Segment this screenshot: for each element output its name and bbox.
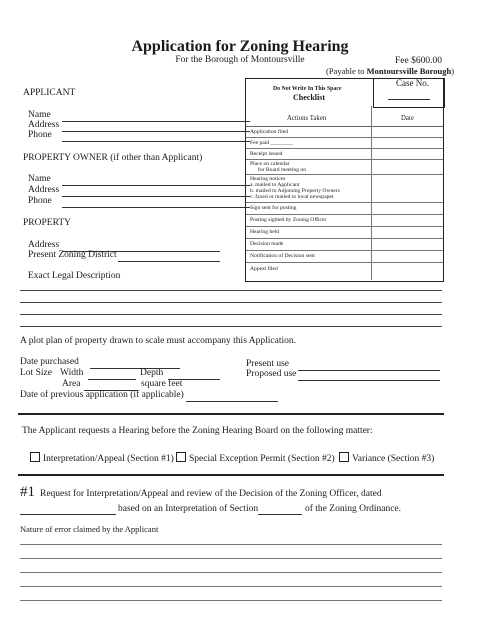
present-use-field[interactable] bbox=[298, 370, 440, 371]
decision-date-field[interactable] bbox=[20, 514, 116, 515]
owner-phone-field[interactable] bbox=[62, 207, 250, 208]
property-heading: PROPERTY bbox=[23, 218, 71, 228]
checklist-row: Sign sent for posting bbox=[250, 205, 297, 211]
checkbox-icon[interactable] bbox=[176, 452, 186, 462]
checklist-row: Hearing notices bbox=[250, 176, 286, 182]
section-divider bbox=[18, 474, 444, 476]
lot-size-label: Lot Size bbox=[20, 368, 52, 378]
previous-application-label: Date of previous application (if applicable) bbox=[20, 390, 184, 400]
zoning-district-label: Present Zoning District bbox=[28, 250, 117, 260]
payable-note: (Payable to Montoursville Borough) bbox=[326, 66, 455, 76]
based-on-label: based on an Interpretation of Section bbox=[118, 504, 259, 514]
section-number: #1 bbox=[20, 484, 35, 500]
legal-description-line[interactable] bbox=[20, 290, 442, 291]
checklist-row: Appeal filed bbox=[250, 266, 278, 272]
property-address-label: Address bbox=[28, 240, 60, 250]
owner-name-field[interactable] bbox=[62, 185, 250, 186]
nature-of-error-line[interactable] bbox=[20, 544, 442, 545]
checklist-row: Decision made bbox=[250, 241, 284, 247]
checkbox-icon[interactable] bbox=[30, 452, 40, 462]
checklist-row: Receipt issued bbox=[250, 151, 283, 157]
owner-phone-label: Phone bbox=[28, 196, 52, 206]
checklist-title: Checklist bbox=[293, 93, 325, 102]
checklist-row: Hearing held bbox=[250, 229, 280, 235]
checklist-actions-header: Actions Taken bbox=[287, 115, 327, 122]
legal-description-line[interactable] bbox=[20, 326, 442, 327]
depth-label: Depth bbox=[140, 368, 164, 378]
checklist-box bbox=[245, 78, 444, 282]
proposed-use-field[interactable] bbox=[298, 380, 440, 381]
option-variance[interactable]: Variance (Section #3) bbox=[339, 452, 434, 464]
checklist-row: c. faxed or mailed to local newspaper bbox=[250, 194, 334, 200]
applicant-address-field[interactable] bbox=[62, 131, 250, 132]
checklist-row: for Board meeting on bbox=[258, 167, 307, 173]
legal-description-line[interactable] bbox=[20, 314, 442, 315]
checklist-row: Application filed bbox=[250, 129, 289, 135]
section-number-field[interactable] bbox=[258, 514, 302, 515]
date-purchased-label: Date purchased bbox=[20, 357, 79, 367]
applicant-heading: APPLICANT bbox=[23, 88, 76, 98]
area-label: Area bbox=[62, 379, 81, 389]
option-special-exception[interactable]: Special Exception Permit (Section #2) bbox=[176, 452, 335, 464]
width-label: Width bbox=[60, 368, 84, 378]
owner-name-label: Name bbox=[28, 174, 51, 184]
owner-heading: PROPERTY OWNER (if other than Applicant) bbox=[23, 153, 203, 163]
interpretation-request-text: Request for Interpretation/Appeal and review of the Decision of the Zoning Officer, dated bbox=[40, 489, 382, 499]
checklist-note: Do Not Write In This Space bbox=[273, 86, 342, 92]
fee-label: Fee $600.00 bbox=[395, 56, 442, 66]
plot-plan-notice: A plot plan of property drawn to scale must accompany this Application. bbox=[20, 336, 296, 346]
applicant-phone-field[interactable] bbox=[62, 141, 250, 142]
owner-address-label: Address bbox=[28, 185, 60, 195]
present-use-label: Present use bbox=[246, 359, 290, 369]
page-subtitle: For the Borough of Montoursville bbox=[175, 55, 305, 65]
applicant-address-label: Address bbox=[28, 120, 60, 130]
checklist-row: Notification of Decision sent bbox=[250, 253, 315, 259]
square-feet-label: square feet bbox=[141, 379, 183, 389]
zoning-district-field[interactable] bbox=[118, 261, 220, 262]
proposed-use-label: Proposed use bbox=[246, 369, 297, 379]
checklist-row: Place on calendar bbox=[250, 161, 290, 167]
option-interpretation[interactable]: Interpretation/Appeal (Section #1) bbox=[30, 452, 174, 464]
checklist-row: Fee paid ________ bbox=[250, 140, 293, 146]
date-purchased-field[interactable] bbox=[90, 368, 180, 369]
hearing-request-text: The Applicant requests a Hearing before the Zoning Hearing Board on the following matter: bbox=[22, 426, 373, 436]
applicant-phone-label: Phone bbox=[28, 130, 52, 140]
checklist-row: b. mailed to Adjoining Property Owners bbox=[250, 188, 340, 194]
checklist-column-divider bbox=[371, 106, 372, 280]
applicant-name-field[interactable] bbox=[62, 121, 250, 122]
section-divider bbox=[18, 413, 444, 415]
ordinance-label: of the Zoning Ordinance. bbox=[305, 504, 402, 514]
case-number-label: Case No. bbox=[396, 78, 429, 88]
applicant-name-label: Name bbox=[28, 110, 51, 120]
checklist-row: Posting sighted by Zoning Officer bbox=[250, 217, 327, 223]
width-field[interactable] bbox=[88, 379, 136, 380]
checkbox-icon[interactable] bbox=[339, 452, 349, 462]
previous-application-field[interactable] bbox=[186, 401, 278, 402]
checklist-date-header: Date bbox=[401, 115, 414, 122]
nature-of-error-line[interactable] bbox=[20, 558, 442, 559]
owner-address-field[interactable] bbox=[62, 196, 250, 197]
nature-of-error-line[interactable] bbox=[20, 600, 442, 601]
page-title: Application for Zoning Hearing bbox=[131, 38, 349, 55]
checklist-row: a. mailed to Applicant bbox=[250, 182, 300, 188]
legal-description-line[interactable] bbox=[20, 302, 442, 303]
nature-of-error-line[interactable] bbox=[20, 586, 442, 587]
legal-description-label: Exact Legal Description bbox=[28, 271, 121, 281]
nature-of-error-line[interactable] bbox=[20, 572, 442, 573]
nature-of-error-label: Nature of error claimed by the Applicant bbox=[20, 524, 159, 534]
